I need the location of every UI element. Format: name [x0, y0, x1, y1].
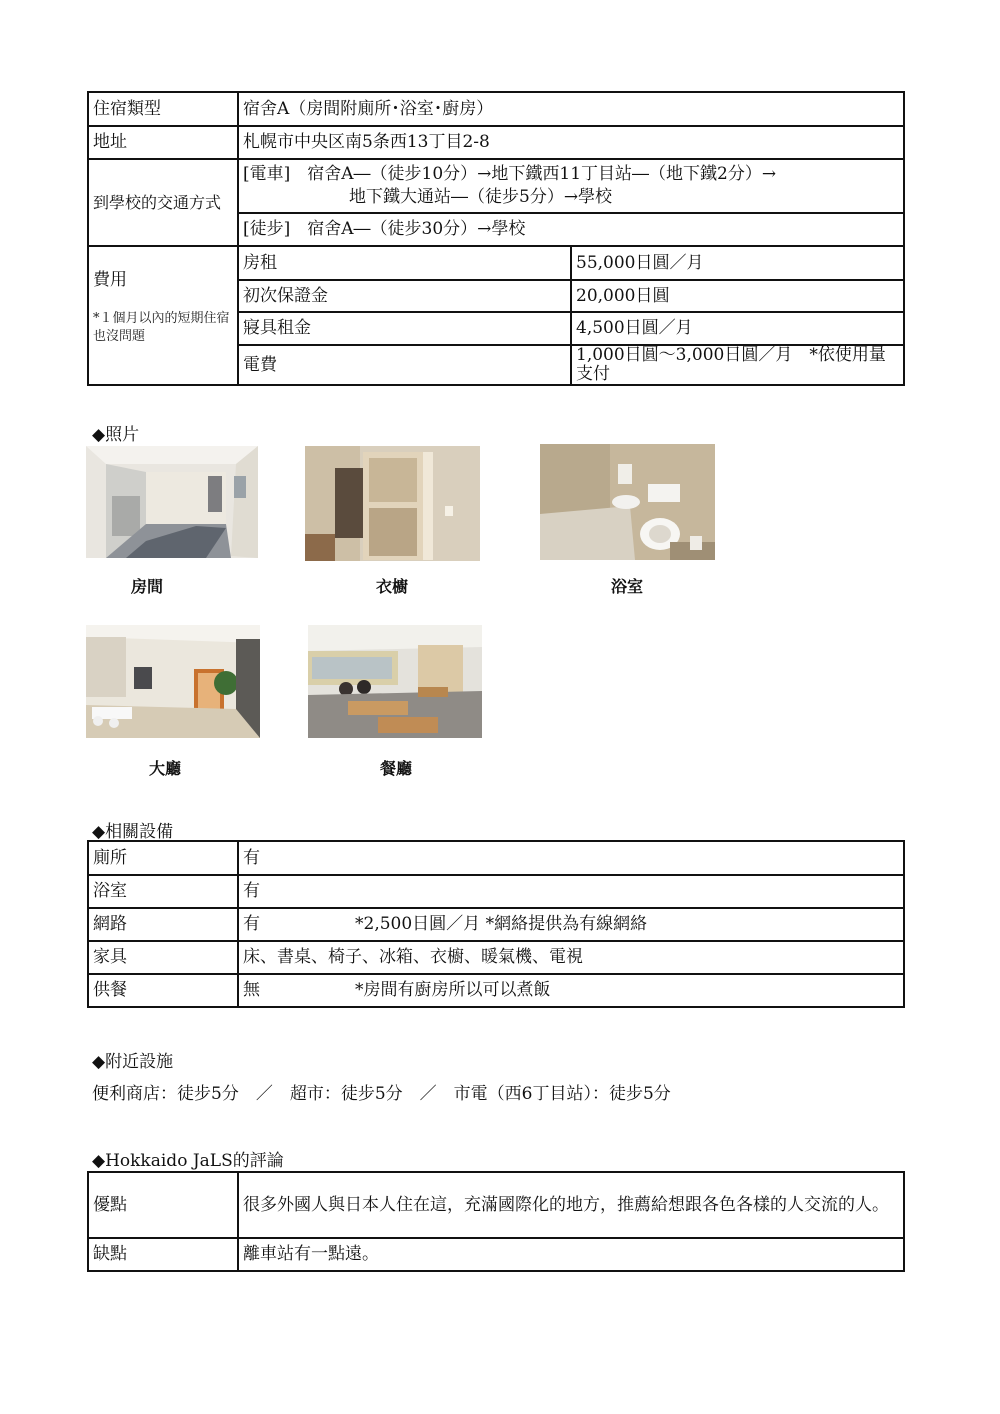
nearby-text: 便利商店：徒步5分 ／ 超市：徒步5分 ／ 市電（西6丁目站）：徒步5分	[92, 1084, 671, 1104]
walk-route: [徒步] 宿舍A―（徒步30分）→學校	[238, 213, 904, 246]
dining-caption: 餐廳	[379, 759, 412, 778]
fee-value-rent: 55,000日圓／月	[571, 246, 904, 280]
bathroom-caption: 浴室	[610, 577, 643, 596]
fee-name-electricity: 電費	[238, 345, 571, 385]
type-value: 宿舍A（房間附廁所･浴室･廚房）	[238, 92, 904, 126]
photos-heading: ◆照片	[92, 425, 140, 445]
review-table	[87, 1171, 905, 1272]
dining-photo	[308, 625, 482, 738]
train-route-line1: [電車] 宿舍A―（徒步10分）→地下鐵西11丁目站―（地下鐵2分）→	[243, 164, 777, 184]
facility-value-internet: 有	[243, 914, 260, 934]
address-value: 札幌市中央区南5条西13丁目2-8	[238, 126, 904, 159]
facilities-heading: ◆相關設備	[92, 822, 174, 842]
review-heading: ◆Hokkaido JaLS的評論	[92, 1151, 284, 1171]
room-caption: 房間	[130, 577, 163, 596]
facility-meals-cell	[238, 974, 904, 1007]
lobby-photo	[86, 625, 260, 738]
closet-photo	[305, 446, 480, 561]
facility-note-internet: *2,500日圓／月 *網絡提供為有線網絡	[355, 914, 648, 934]
type-label: 住宿類型	[88, 92, 238, 126]
fee-value-bedding: 4,500日圓／月	[571, 312, 904, 345]
facility-name-toilet: 廁所	[88, 841, 238, 875]
facility-internet-cell	[238, 908, 904, 941]
facility-value-toilet: 有	[238, 841, 904, 875]
facilities-table	[87, 840, 905, 1008]
nearby-heading: ◆附近設施	[92, 1052, 174, 1072]
fee-label: 費用	[93, 270, 127, 290]
facility-name-bath: 浴室	[88, 875, 238, 908]
room-photo	[86, 446, 258, 558]
facility-name-furniture: 家具	[88, 941, 238, 974]
pros-label: 優點	[88, 1172, 238, 1238]
address-label: 地址	[88, 126, 238, 159]
train-route-line2: 地下鐵大通站―（徒步5分）→學校	[349, 187, 613, 207]
fee-value-deposit: 20,000日圓	[571, 280, 904, 312]
closet-caption: 衣櫥	[375, 577, 408, 596]
train-route	[238, 159, 904, 213]
lobby-caption: 大廳	[148, 759, 181, 778]
fee-value-electricity: 1,000日圓～3,000日圓／月 *依使用量支付	[571, 345, 904, 385]
bathroom-photo	[540, 444, 715, 560]
cons-value: 離車站有一點遠。	[238, 1238, 904, 1271]
fee-name-rent: 房租	[238, 246, 571, 280]
facility-value-furniture: 床、書桌、椅子、冰箱、衣櫥、暖氣機、電視	[238, 941, 904, 974]
facility-name-meals: 供餐	[88, 974, 238, 1007]
fee-name-deposit: 初次保證金	[238, 280, 571, 312]
cons-label: 缺點	[88, 1238, 238, 1271]
transport-label: 到學校的交通方式	[88, 159, 238, 246]
facility-name-internet: 網路	[88, 908, 238, 941]
pros-value: 很多外國人與日本人住在這，充滿國際化的地方，推薦給想跟各色各樣的人交流的人。	[238, 1172, 904, 1238]
fee-cell	[88, 246, 238, 385]
fee-name-bedding: 寢具租金	[238, 312, 571, 345]
facility-value-bath: 有	[238, 875, 904, 908]
facility-value-meals: 無	[243, 980, 260, 1000]
housing-info-table	[87, 91, 905, 386]
fee-note: *１個月以內的短期住宿也沒問題	[93, 311, 230, 344]
facility-note-meals: *房間有廚房所以可以煮飯	[355, 980, 551, 1000]
